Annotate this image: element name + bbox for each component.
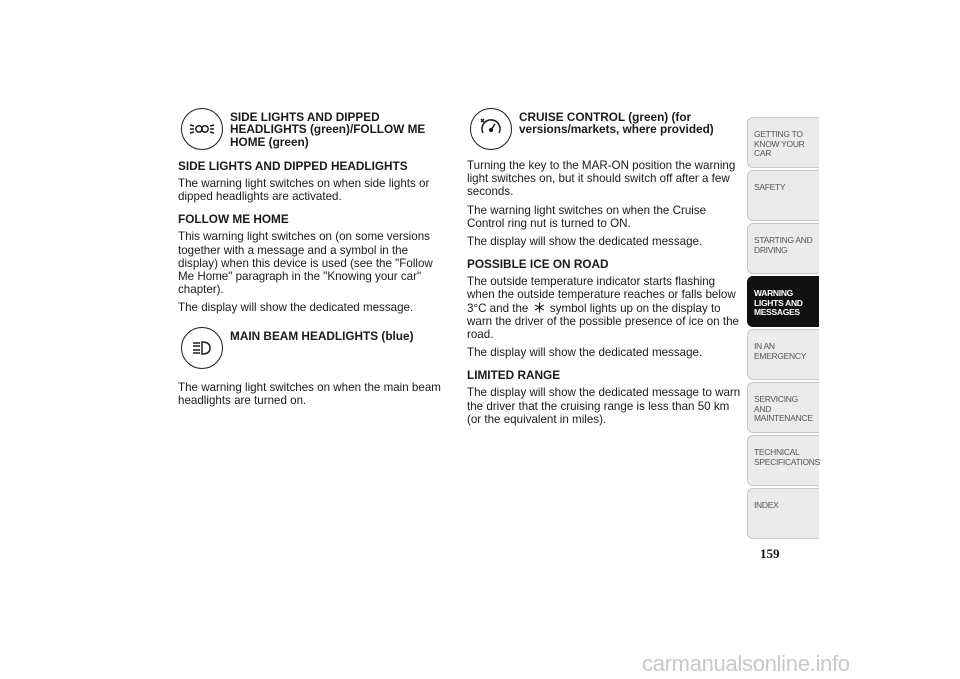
side-lights-icon	[181, 108, 223, 150]
cruise-control-text-2: The warning light switches on when the Cruise Control ring nut is turned to ON.	[467, 203, 707, 230]
tab-getting-to-know[interactable]: GETTING TO KNOW YOUR CAR	[747, 117, 819, 168]
tab-index[interactable]: INDEX	[747, 488, 819, 539]
tab-starting-driving[interactable]: STARTING AND DRIVING	[747, 223, 819, 274]
cruise-control-text-1: Turning the key to the MAR-ON position the warning light switches on, but it should switch off after a few seconds.	[467, 159, 736, 199]
follow-me-home-text: This warning light switches on (on some versions together with a message and a symbol in the display) when this device is used (see the "Follow Me Home" paragraph in the "Knowing your car" chapter).	[178, 230, 433, 297]
cruise-control-text-3: The display will show the dedicated message.	[467, 235, 703, 249]
tab-servicing[interactable]: SERVICING AND MAINTENANCE	[747, 382, 819, 433]
tab-safety[interactable]: SAFETY	[747, 170, 819, 221]
snowflake-icon	[534, 302, 545, 313]
side-lights-title: SIDE LIGHTS AND DIPPED HEADLIGHTS (green)/FOLLOW ME HOME (green)	[230, 110, 426, 149]
main-beam-title: MAIN BEAM HEADLIGHTS (blue)	[230, 328, 414, 343]
watermark: carmanualsonline.info	[642, 651, 850, 676]
page-number: 159	[760, 546, 780, 561]
limited-range-text: The display will show the dedicated message to warn the driver that the cruising range is less than 50 km (or the equivalent in miles).	[467, 386, 741, 426]
ice-text-a: The outside temperature indicator starts flashing when the outside temperature reaches or falls below 3°C and the	[467, 275, 736, 315]
follow-me-home-subheading: FOLLOW ME HOME	[178, 212, 289, 227]
left-column	[178, 108, 448, 412]
tab-emergency[interactable]: IN AN EMERGENCY	[747, 329, 819, 380]
cruise-control-title: CRUISE CONTROL (green) (for versions/markets, where provided)	[519, 110, 714, 137]
ice-subheading: POSSIBLE ICE ON ROAD	[467, 257, 609, 272]
side-lights-entry	[178, 108, 448, 150]
chapter-tabs	[747, 117, 819, 541]
tab-technical[interactable]: TECHNICAL SPECIFICATIONS	[747, 435, 819, 486]
main-beam-text: The warning light switches on when the main beam headlights are turned on.	[178, 380, 441, 407]
side-lights-subheading: SIDE LIGHTS AND DIPPED HEADLIGHTS	[178, 159, 408, 173]
ice-display-text: The display will show the dedicated message.	[467, 346, 703, 360]
main-beam-icon	[181, 327, 223, 369]
side-lights-text: The warning light switches on when side lights or dipped headlights are activated.	[178, 177, 430, 204]
ice-text	[467, 275, 745, 341]
cruise-control-entry	[467, 108, 745, 150]
tab-warning-lights[interactable]: WARNING LIGHTS AND MESSAGES	[747, 276, 819, 327]
main-beam-entry	[178, 327, 448, 369]
cruise-control-icon	[470, 108, 512, 150]
ice-text-b: symbol lights up on the display to warn the driver of the possible presence of ice on the road.	[467, 301, 739, 342]
right-column	[467, 108, 745, 431]
follow-me-home-display-text: The display will show the dedicated message.	[178, 301, 414, 315]
limited-range-subheading: LIMITED RANGE	[467, 368, 561, 383]
